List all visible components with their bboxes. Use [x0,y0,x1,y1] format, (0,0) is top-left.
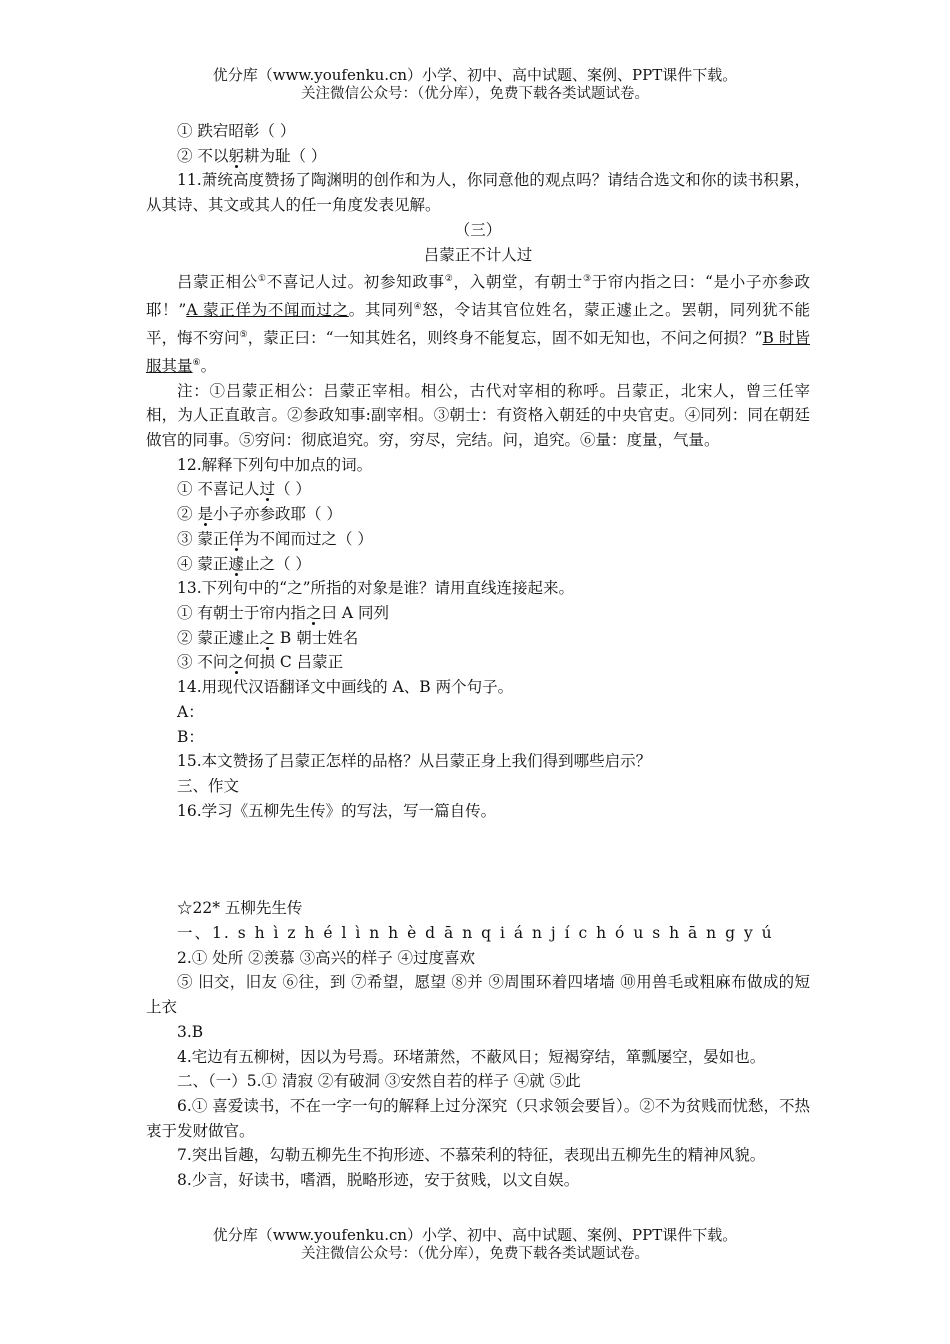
q13-item-2: ② 蒙正遽止之 B 朝士姓名 [177,628,359,647]
answer-6: 6.① 喜爱读书，不在一字一句的解释上过分深究（只求领会要旨）。②不为贫贱而忧愁，不热衷于发财做官。 [146,1096,810,1140]
question-15: 15.本文赞扬了吕蒙正怎样的品格？从吕蒙正身上我们得到哪些启示？ [177,752,652,771]
document-body [146,119,810,1193]
q13-item-1: ① 有朝士于帘内指之曰 A 同列 [177,603,390,622]
q12-item-2: ② 是小子亦参政耶（ ） [177,505,342,524]
passage-text: 吕蒙正相公①不喜记人过。初参知政事②，入朝堂，有朝士③于帘内指之曰：“是小子亦参政耶！”A 蒙正佯为不闻而过之。其同列④怒，令诘其官位姓名，蒙正遽止之。罢朝，同列犹不能平，悔不穷问⑤，蒙正曰：“一知其姓名，则终身不能复忘，固不如无知也，不问之何损？”B 时皆服其量⑥。 [146,273,810,375]
answers-heading: ☆22* 五柳先生传 [177,899,303,918]
page-header [0,66,950,104]
answer-5: 二、（一）5.① 清寂 ②有破洞 ③安然自若的样子 ④就 ⑤此 [177,1072,581,1091]
answer-8: 8.少言，好读书，嗜酒，脱略形迹，安于贫贱，以文自娱。 [177,1171,580,1190]
header-line-2: 关注微信公众号：（优分库），免费下载各类试题试卷。 [301,86,649,102]
passage-title: 吕蒙正不计人过 [423,245,533,264]
q10-item-1: ① 跌宕昭彰（ ） [177,122,296,140]
footer-line-2: 关注微信公众号：（优分库），免费下载各类试题试卷。 [301,1246,649,1262]
question-16: 16.学习《五柳先生传》的写法，写一篇自传。 [177,801,497,820]
q14-answer-a: A： [177,702,204,721]
question-12-title: 12.解释下列句中加点的词。 [177,455,373,474]
underlined-sentence-b: B 时皆服其量 [146,329,810,375]
underlined-sentence-a: A 蒙正佯为不闻而过之 [186,301,349,320]
question-13-title: 13.下列句中的“之”所指的对象是谁？请用直线连接起来。 [177,579,575,598]
question-11: 11.萧统高度赞扬了陶渊明的创作和为人，你同意他的观点吗？请结合选文和你的读书积累，从其诗、其文或其人的任一角度发表见解。 [146,171,810,215]
passage-notes: 注：①吕蒙正相公：吕蒙正宰相。相公，古代对宰相的称呼。吕蒙正，北宋人，曾三任宰相，为人正直敢言。②参政知事:副宰相。③朝士：有资格入朝廷的中央官吏。④同列：同在朝廷做官的同事。⑤穷问：彻底追究。穷，穷尽，完结。问，追究。⑥量：度量，气量。 [146,381,810,450]
q12-item-1: ① 不喜记人过（ ） [177,480,311,499]
answer-2: 2.① 处所 ②羡慕 ③高兴的样子 ④过度喜欢 [177,948,475,967]
answer-3: 3.B [177,1022,204,1041]
answer-7: 7.突出旨趣，勾勒五柳先生不拘形迹、不慕荣利的特征，表现出五柳先生的精神风貌。 [177,1146,766,1165]
q12-item-4: ④ 蒙正遽止之（ ） [177,554,311,573]
question-14-title: 14.用现代汉语翻译文中画线的 A、B 两个句子。 [177,678,514,697]
section-essay: 三、作文 [177,776,240,795]
answer-1: 一、1. s h ì z h é l ì n h è d ā n q i á n j í c h ó u s h ā n g y ú [177,924,774,943]
q12-item-3: ③ 蒙正佯为不闻而过之（ ） [177,529,373,548]
q13-item-3: ③ 不问之何损 C 吕蒙正 [177,653,344,672]
q10-item-2: ② 不以躬耕为耻（ ） [177,146,327,165]
footer-line-1: 优分库（www.youfenku.cn）小学、初中、高中试题、案例、PPT课件下载。 [212,1226,738,1244]
answer-2-continued: ⑤ 旧交，旧友 ⑥往，到 ⑦希望，愿望 ⑧并 ⑨周围环着四堵墙 ⑩用兽毛或粗麻布做成的短上衣 [146,973,810,1017]
q14-answer-b: B： [177,727,204,746]
header-line-1: 优分库（www.youfenku.cn）小学、初中、高中试题、案例、PPT课件下载。 [212,66,738,84]
page-footer [0,1226,950,1264]
section-3-label: （三） [454,220,502,239]
answer-4: 4.宅边有五柳树，因以为号焉。环堵萧然，不蔽风日；短褐穿结，箪瓢屡空，晏如也。 [177,1047,766,1066]
